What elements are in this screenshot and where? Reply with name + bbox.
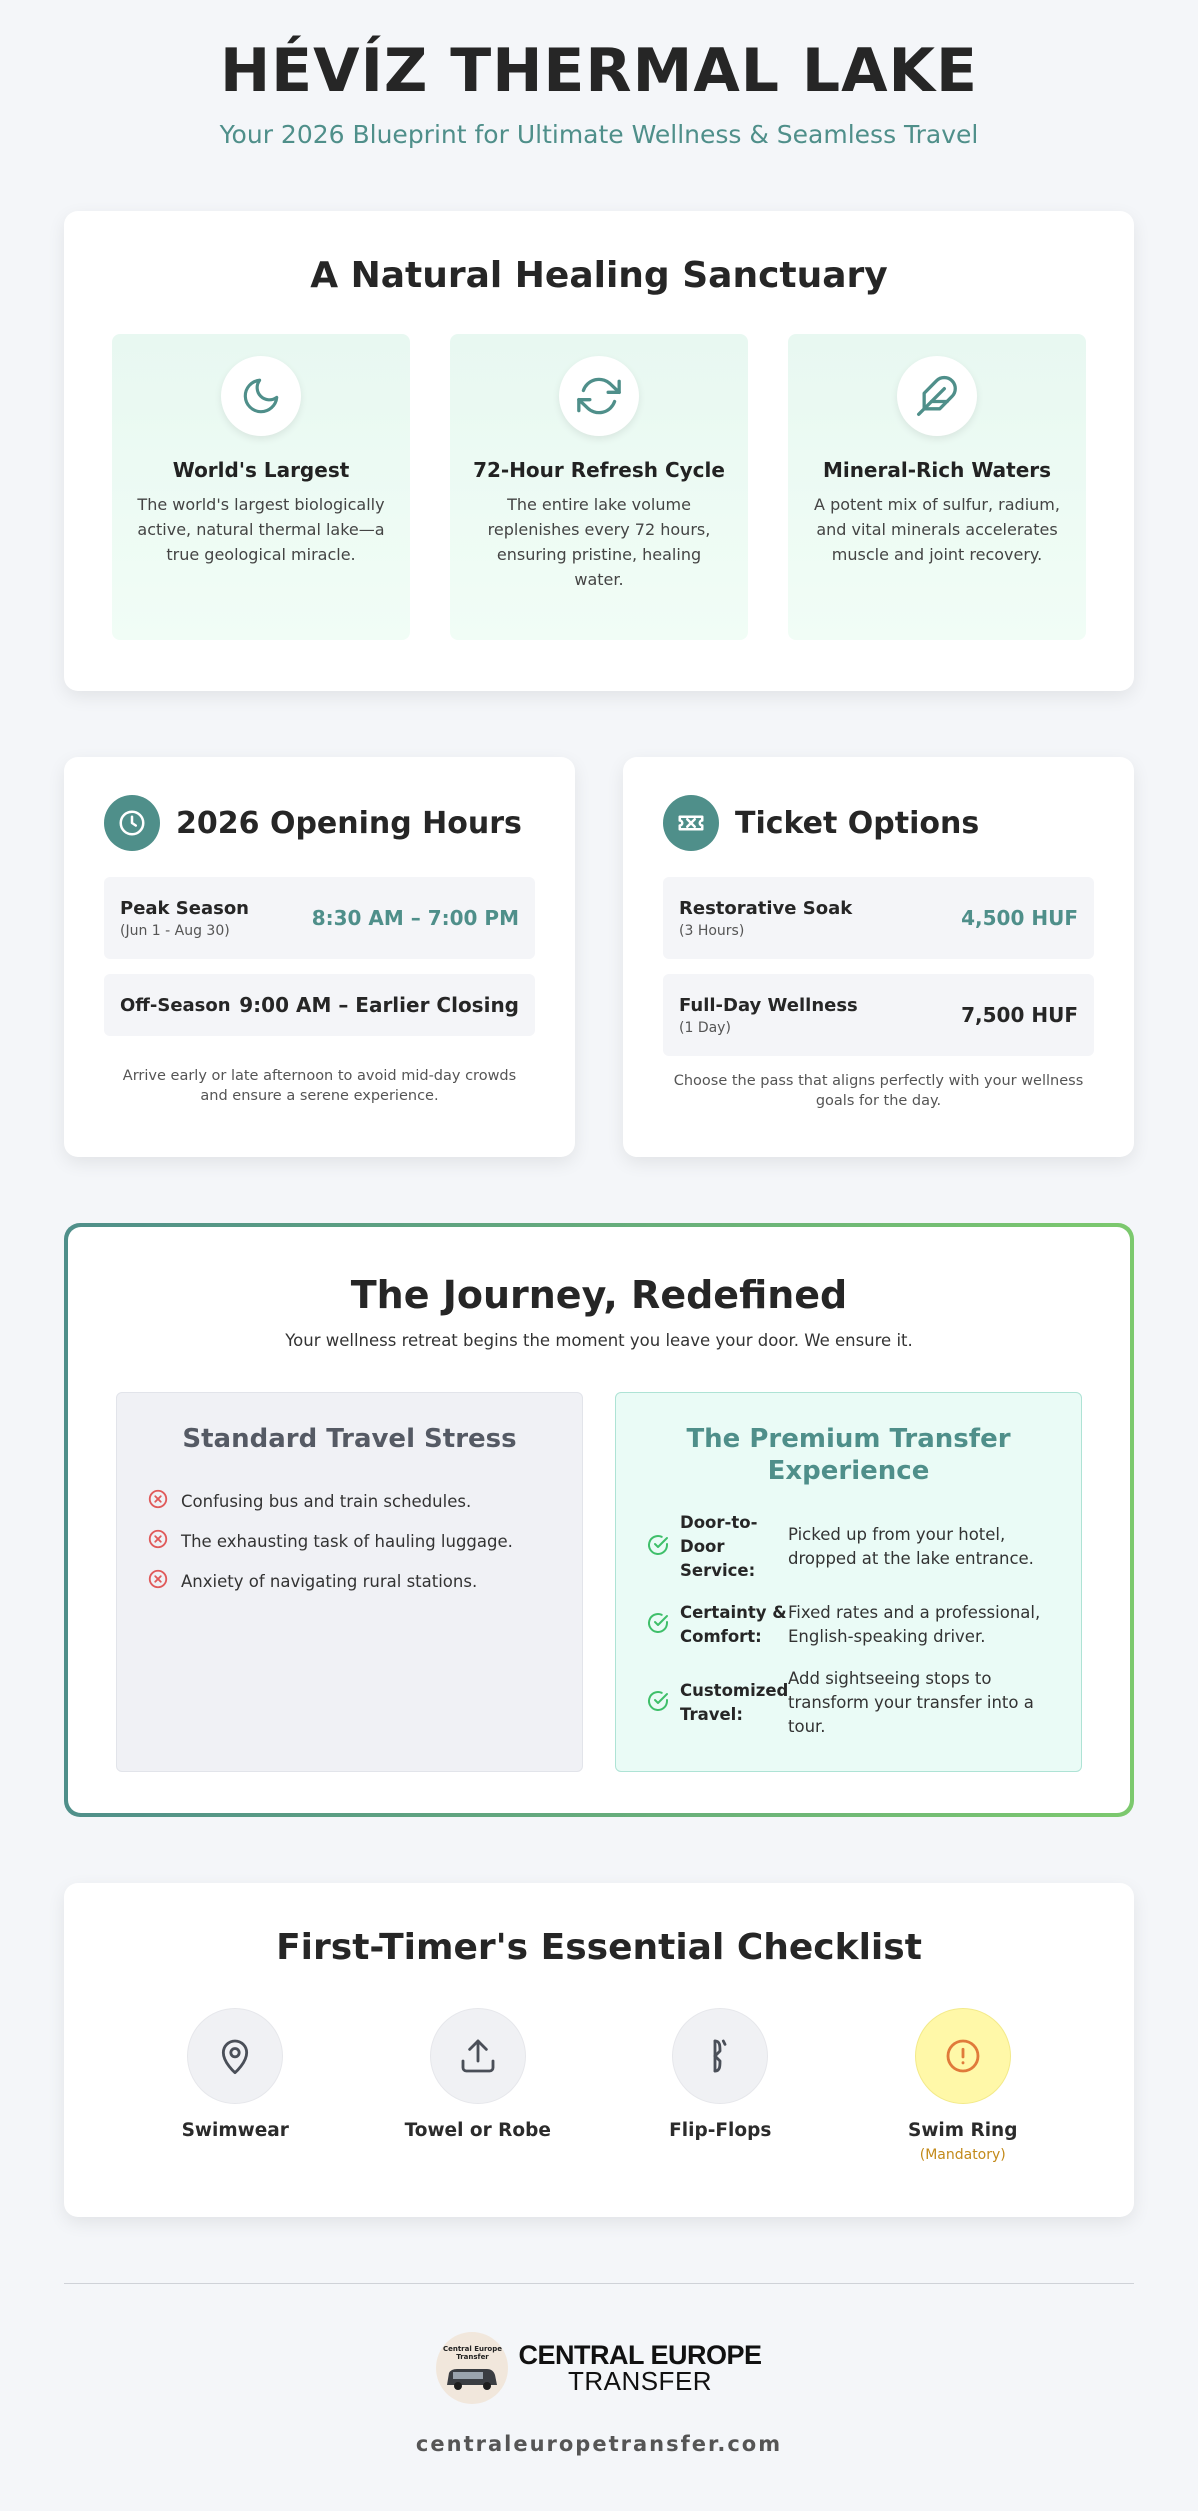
list-item bbox=[147, 1521, 552, 1561]
hours-value: 9:00 AM – Earlier Closing bbox=[239, 993, 519, 1017]
hours-label: Off-Season bbox=[120, 994, 231, 1016]
ticket-label: Full-Day Wellness bbox=[679, 994, 858, 1016]
premium-transfer-panel bbox=[615, 1392, 1082, 1772]
feature-title: World's Largest bbox=[172, 458, 350, 482]
ticket-row bbox=[663, 877, 1094, 959]
sanctuary-title: A Natural Healing Sanctuary bbox=[310, 255, 888, 296]
premium-desc: Fixed rates and a professional, English-speaking driver. bbox=[788, 1603, 1041, 1646]
hours-note: Arrive early or late afternoon to avoid mid-day crowds and ensure a serene experience. bbox=[122, 1068, 517, 1104]
premium-desc: Picked up from your hotel, dropped at the lake entrance. bbox=[788, 1525, 1034, 1568]
standard-travel-title: Standard Travel Stress bbox=[182, 1424, 517, 1454]
journey-section bbox=[64, 1223, 1134, 1817]
feature-text: The entire lake volume replenishes every 72 hours, ensuring pristine, healing water. bbox=[487, 495, 711, 589]
feature-row bbox=[112, 334, 1086, 640]
stress-text: The exhausting task of hauling luggage. bbox=[181, 1531, 513, 1551]
checklist-item bbox=[135, 2008, 335, 2163]
stress-text: Anxiety of navigating rural stations. bbox=[181, 1571, 478, 1591]
checklist-items bbox=[104, 2008, 1094, 2163]
van-icon bbox=[443, 2361, 501, 2395]
page-header bbox=[64, 0, 1134, 149]
x-circle-icon bbox=[147, 1528, 169, 1554]
checklist-item bbox=[863, 2008, 1063, 2163]
page-title: HÉVÍZ THERMAL LAKE bbox=[219, 36, 979, 106]
ticket-sublabel: (3 Hours) bbox=[679, 922, 745, 939]
check-circle-icon bbox=[646, 1533, 680, 1561]
hours-sublabel: (Jun 1 - Aug 30) bbox=[120, 922, 230, 939]
brand-line2: TRANSFER bbox=[567, 2366, 713, 2396]
ticket-label: Restorative Soak bbox=[679, 897, 853, 919]
ticket-options-header bbox=[663, 795, 1094, 851]
feature-text: A potent mix of sulfur, radium, and vital minerals accelerates muscle and joint recovery. bbox=[814, 495, 1060, 564]
ticket-options-card bbox=[623, 757, 1134, 1157]
list-item bbox=[646, 1511, 1051, 1583]
map-pin-icon bbox=[187, 2008, 283, 2104]
hours-value: 8:30 AM – 7:00 PM bbox=[311, 906, 519, 930]
feature-card bbox=[112, 334, 410, 640]
feather-icon bbox=[897, 356, 977, 436]
ticket-row bbox=[663, 974, 1094, 1056]
journey-lead: Your wellness retreat begins the moment you leave your door. We ensure it. bbox=[285, 1331, 913, 1350]
brand-wordmark bbox=[518, 2342, 761, 2394]
list-item bbox=[646, 1601, 1051, 1649]
journey-title: The Journey, Redefined bbox=[350, 1273, 848, 1317]
upload-icon bbox=[430, 2008, 526, 2104]
ticket-icon bbox=[663, 795, 719, 851]
hours-label: Peak Season bbox=[120, 897, 249, 919]
opening-hours-title: 2026 Opening Hours bbox=[176, 805, 522, 841]
logo-text: Central Europe Transfer bbox=[442, 2345, 502, 2361]
list-item bbox=[646, 1667, 1051, 1739]
moon-icon bbox=[221, 356, 301, 436]
flip-flops-icon bbox=[672, 2008, 768, 2104]
feature-title: 72-Hour Refresh Cycle bbox=[473, 458, 725, 482]
ticket-sublabel: (1 Day) bbox=[679, 1019, 731, 1036]
premium-transfer-title: The Premium Transfer Experience bbox=[686, 1424, 1011, 1486]
checklist-item-name: Flip-Flops bbox=[669, 2120, 772, 2141]
feature-card bbox=[450, 334, 748, 640]
x-circle-icon bbox=[147, 1488, 169, 1514]
ticket-options-title: Ticket Options bbox=[735, 805, 980, 841]
clock-icon bbox=[104, 795, 160, 851]
opening-hours-card bbox=[64, 757, 575, 1157]
hours-row bbox=[104, 974, 535, 1036]
journey-card bbox=[68, 1227, 1130, 1813]
sanctuary-card bbox=[64, 211, 1134, 691]
checklist-item bbox=[378, 2008, 578, 2163]
hours-list bbox=[104, 877, 535, 1036]
checklist-item-name: Towel or Robe bbox=[404, 2120, 551, 2141]
info-row bbox=[64, 757, 1134, 1157]
website-link[interactable]: centraleuropetransfer.com bbox=[415, 2432, 783, 2456]
checklist-item-name: Swimwear bbox=[181, 2120, 289, 2141]
tickets-note: Choose the pass that aligns perfectly with your wellness goals for the day. bbox=[673, 1073, 1084, 1109]
check-circle-icon bbox=[646, 1611, 680, 1639]
comparison bbox=[116, 1392, 1082, 1772]
check-circle-icon bbox=[646, 1689, 680, 1717]
premium-key: Certainty & Comfort: bbox=[680, 1603, 787, 1646]
feature-text: The world's largest biologically active, natural thermal lake—a true geological miracle. bbox=[137, 495, 385, 564]
brand-logo bbox=[436, 2332, 761, 2404]
feature-card bbox=[788, 334, 1086, 640]
ticket-list bbox=[663, 877, 1094, 1056]
ticket-price: 4,500 HUF bbox=[961, 906, 1078, 930]
premium-key: Customized Travel: bbox=[680, 1681, 789, 1724]
x-circle-icon bbox=[147, 1568, 169, 1594]
ticket-price: 7,500 HUF bbox=[961, 1003, 1078, 1027]
mandatory-tag: (Mandatory) bbox=[919, 2147, 1006, 2163]
hours-row bbox=[104, 877, 535, 959]
footer bbox=[64, 2284, 1134, 2456]
refresh-icon bbox=[559, 356, 639, 436]
alert-circle-icon bbox=[915, 2008, 1011, 2104]
list-item bbox=[147, 1561, 552, 1601]
checklist-card bbox=[64, 1883, 1134, 2217]
opening-hours-header bbox=[104, 795, 535, 851]
brand-line1: CENTRAL EUROPE bbox=[518, 2340, 762, 2370]
feature-title: Mineral-Rich Waters bbox=[822, 458, 1052, 482]
premium-desc: Add sightseeing stops to transform your transfer into a tour. bbox=[788, 1669, 1034, 1736]
checklist-item bbox=[620, 2008, 820, 2163]
standard-travel-panel bbox=[116, 1392, 583, 1772]
premium-key: Door-to-Door Service: bbox=[680, 1513, 758, 1580]
stress-list bbox=[147, 1481, 552, 1601]
checklist-item-name: Swim Ring bbox=[908, 2120, 1018, 2141]
premium-list bbox=[646, 1511, 1051, 1739]
stress-text: Confusing bus and train schedules. bbox=[181, 1491, 472, 1511]
logo-badge bbox=[436, 2332, 508, 2404]
page-subtitle: Your 2026 Blueprint for Ultimate Wellness & Seamless Travel bbox=[219, 120, 979, 149]
list-item bbox=[147, 1481, 552, 1521]
checklist-title: First-Timer's Essential Checklist bbox=[276, 1927, 922, 1968]
